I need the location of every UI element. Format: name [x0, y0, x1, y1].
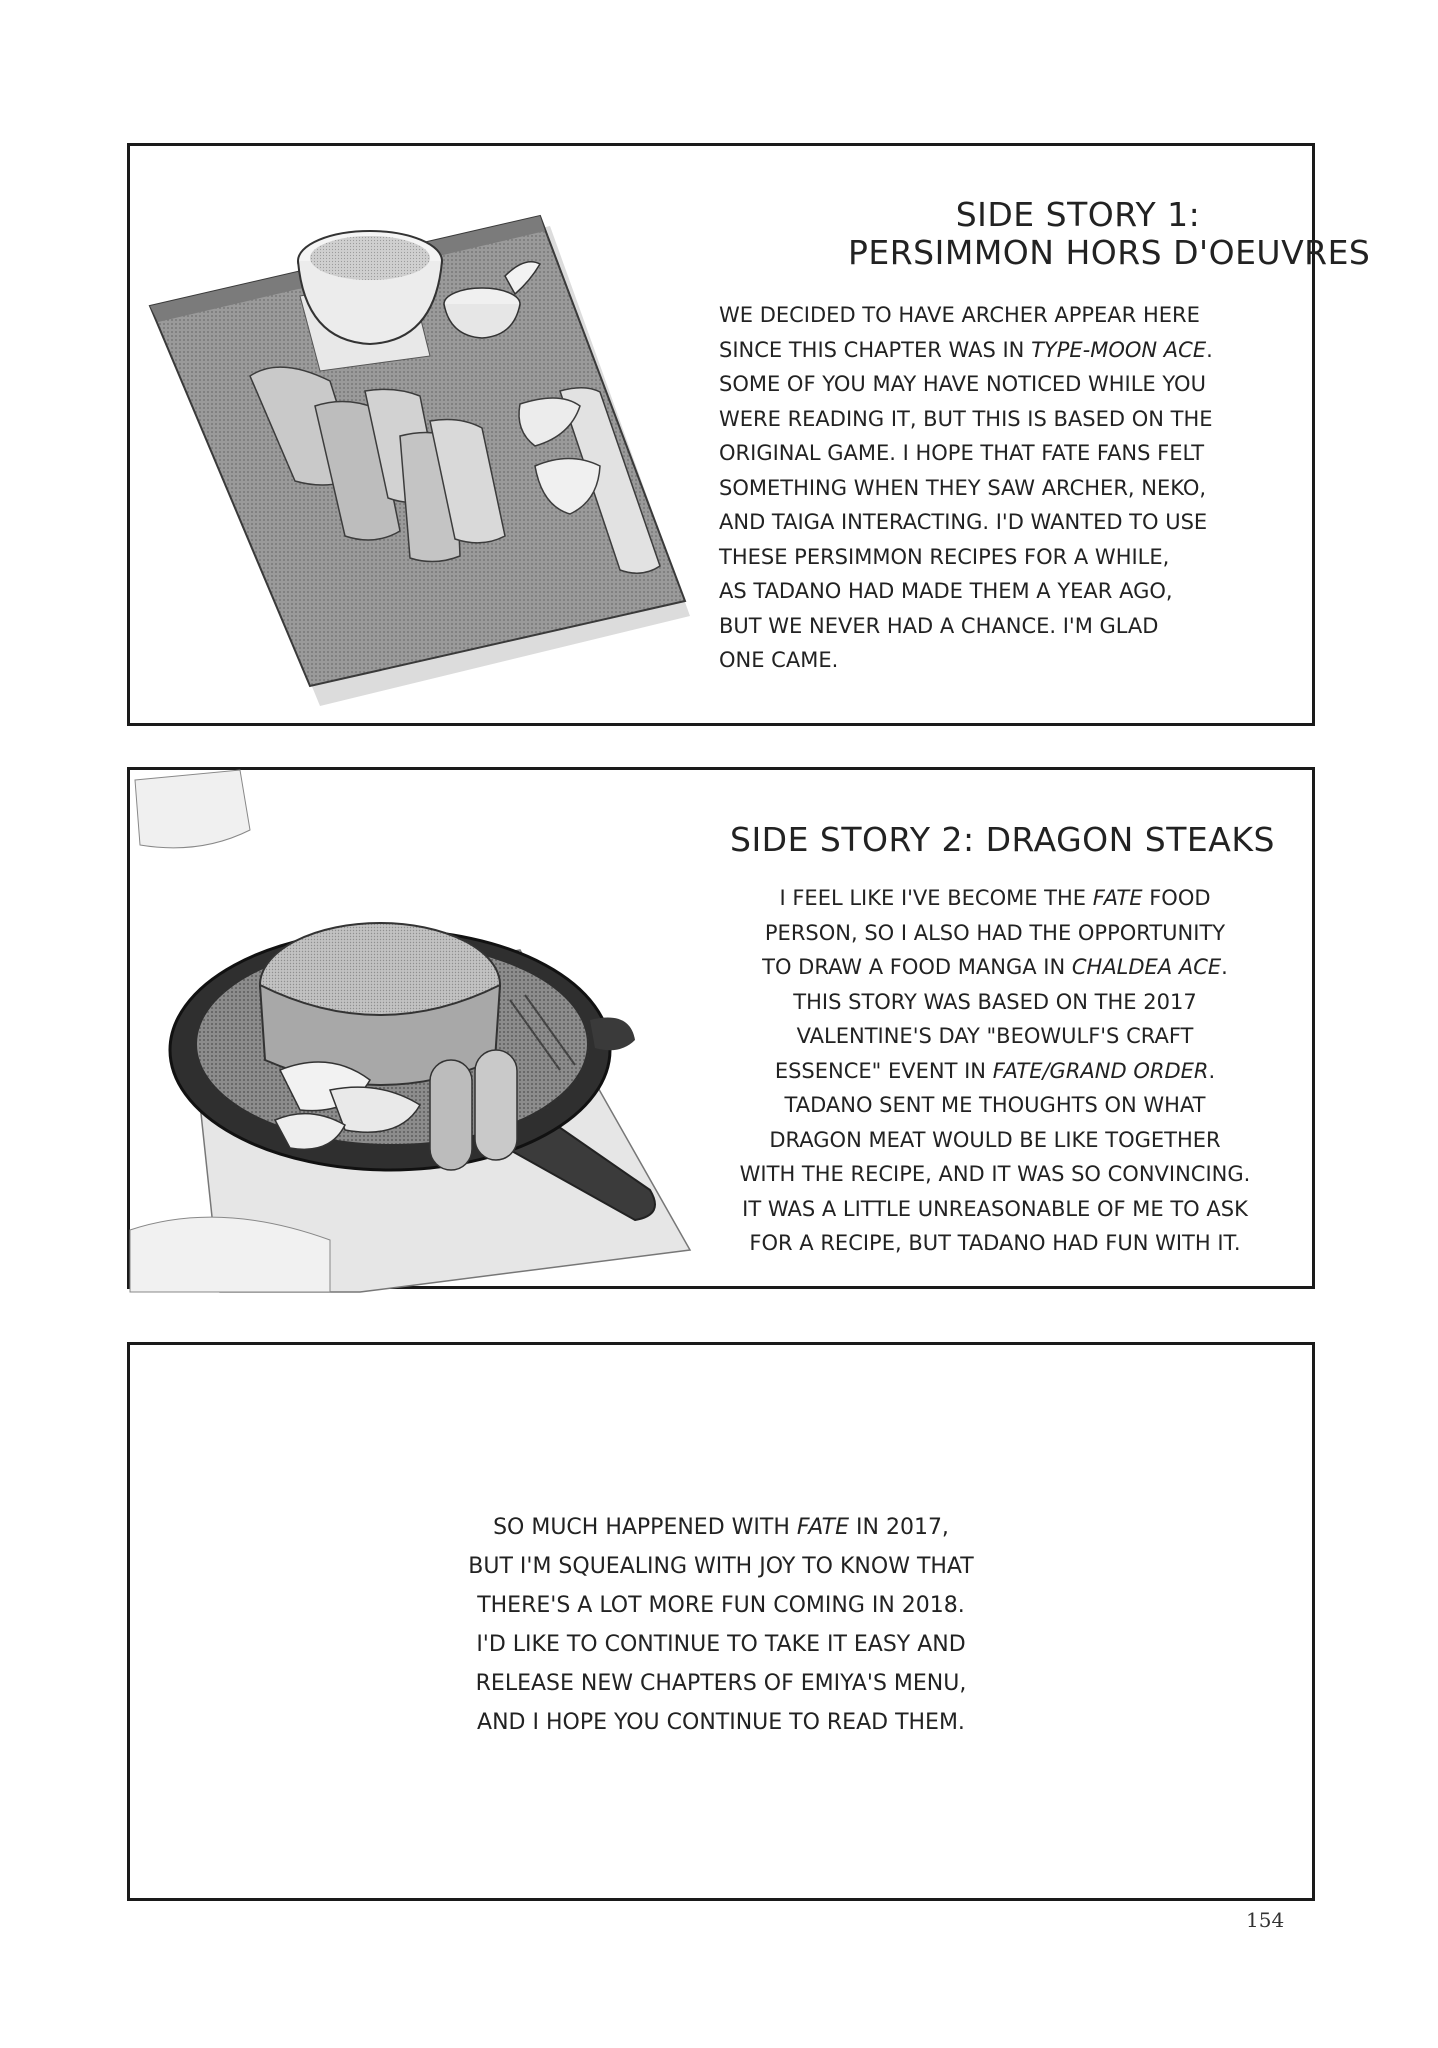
side-story-2-text	[695, 881, 1295, 1261]
side-story-1-title-line-1: SIDE STORY 1:	[955, 195, 1201, 234]
side-story-1-title-line-2: PERSIMMON HORS D'OEUVRES	[848, 233, 1371, 272]
side-story-2-panel	[127, 767, 1315, 1289]
text-line: SINCE THIS CHAPTER WAS IN TYPE-MOON ACE.	[719, 337, 1213, 362]
emphasis-text: FATE	[1092, 886, 1143, 910]
text-line: I FEEL LIKE I'VE BECOME THE FATE FOOD	[779, 886, 1211, 910]
closing-message-text	[130, 1508, 1312, 1742]
text-line: WERE READING IT, BUT THIS IS BASED ON THE	[719, 406, 1213, 431]
text-line: VALENTINE'S DAY "BEOWULF'S CRAFT	[796, 1024, 1194, 1048]
emphasis-text: CHALDEA ACE	[1071, 955, 1222, 979]
text-line: SOME OF YOU MAY HAVE NOTICED WHILE YOU	[719, 372, 1206, 396]
text-line: THIS STORY WAS BASED ON THE 2017	[793, 989, 1197, 1014]
text-line: SOMETHING WHEN THEY SAW ARCHER, NEKO,	[719, 475, 1207, 500]
text-line: I'D LIKE TO CONTINUE TO TAKE IT EASY AND	[476, 1632, 966, 1657]
text-line: AND I HOPE YOU CONTINUE TO READ THEM.	[477, 1710, 965, 1735]
side-story-1-text	[719, 298, 1213, 678]
text-line: DRAGON MEAT WOULD BE LIKE TOGETHER	[769, 1127, 1221, 1152]
page-number: 154	[1246, 1908, 1285, 1932]
text-line: BUT I'M SQUEALING WITH JOY TO KNOW THAT	[468, 1554, 974, 1579]
text-line: WE DECIDED TO HAVE ARCHER APPEAR HERE	[719, 303, 1200, 327]
text-line: ONE CAME.	[719, 648, 839, 672]
text-line: AS TADANO HAD MADE THEM A YEAR AGO,	[719, 579, 1173, 603]
text-line: SO MUCH HAPPENED WITH FATE IN 2017,	[493, 1515, 949, 1540]
text-line: IT WAS A LITTLE UNREASONABLE OF ME TO ASK	[742, 1196, 1248, 1221]
emphasis-text: TYPE-MOON ACE	[1031, 337, 1207, 362]
side-story-1-title	[848, 195, 1371, 272]
text-line: AND TAIGA INTERACTING. I'D WANTED TO USE	[719, 510, 1208, 534]
side-story-1-panel	[127, 143, 1371, 726]
text-line: THESE PERSIMMON RECIPES FOR A WHILE,	[719, 544, 1170, 569]
text-line: ESSENCE" EVENT IN FATE/GRAND ORDER.	[774, 1058, 1216, 1083]
dragon-steak-skillet-illustration	[130, 770, 730, 1292]
side-story-2-title: SIDE STORY 2: DRAGON STEAKS	[730, 820, 1275, 859]
text-line: TADANO SENT ME THOUGHTS ON WHAT	[784, 1093, 1206, 1117]
text-line: THERE'S A LOT MORE FUN COMING IN 2018.	[477, 1593, 965, 1618]
text-line: ORIGINAL GAME. I HOPE THAT FATE FANS FELT	[719, 441, 1205, 465]
closing-message-panel	[127, 1342, 1315, 1901]
text-line: PERSON, SO I ALSO HAD THE OPPORTUNITY	[764, 920, 1226, 945]
emphasis-text: FATE/GRAND ORDER	[992, 1058, 1209, 1083]
text-line: RELEASE NEW CHAPTERS OF EMIYA'S MENU,	[475, 1671, 967, 1696]
persimmon-dish-illustration	[130, 146, 810, 729]
text-line: TO DRAW A FOOD MANGA IN CHALDEA ACE.	[762, 955, 1228, 979]
emphasis-text: FATE	[796, 1515, 850, 1540]
text-line: WITH THE RECIPE, AND IT WAS SO CONVINCING.	[739, 1162, 1251, 1186]
text-line: FOR A RECIPE, BUT TADANO HAD FUN WITH IT.	[749, 1231, 1241, 1255]
text-line: BUT WE NEVER HAD A CHANCE. I'M GLAD	[719, 613, 1159, 638]
